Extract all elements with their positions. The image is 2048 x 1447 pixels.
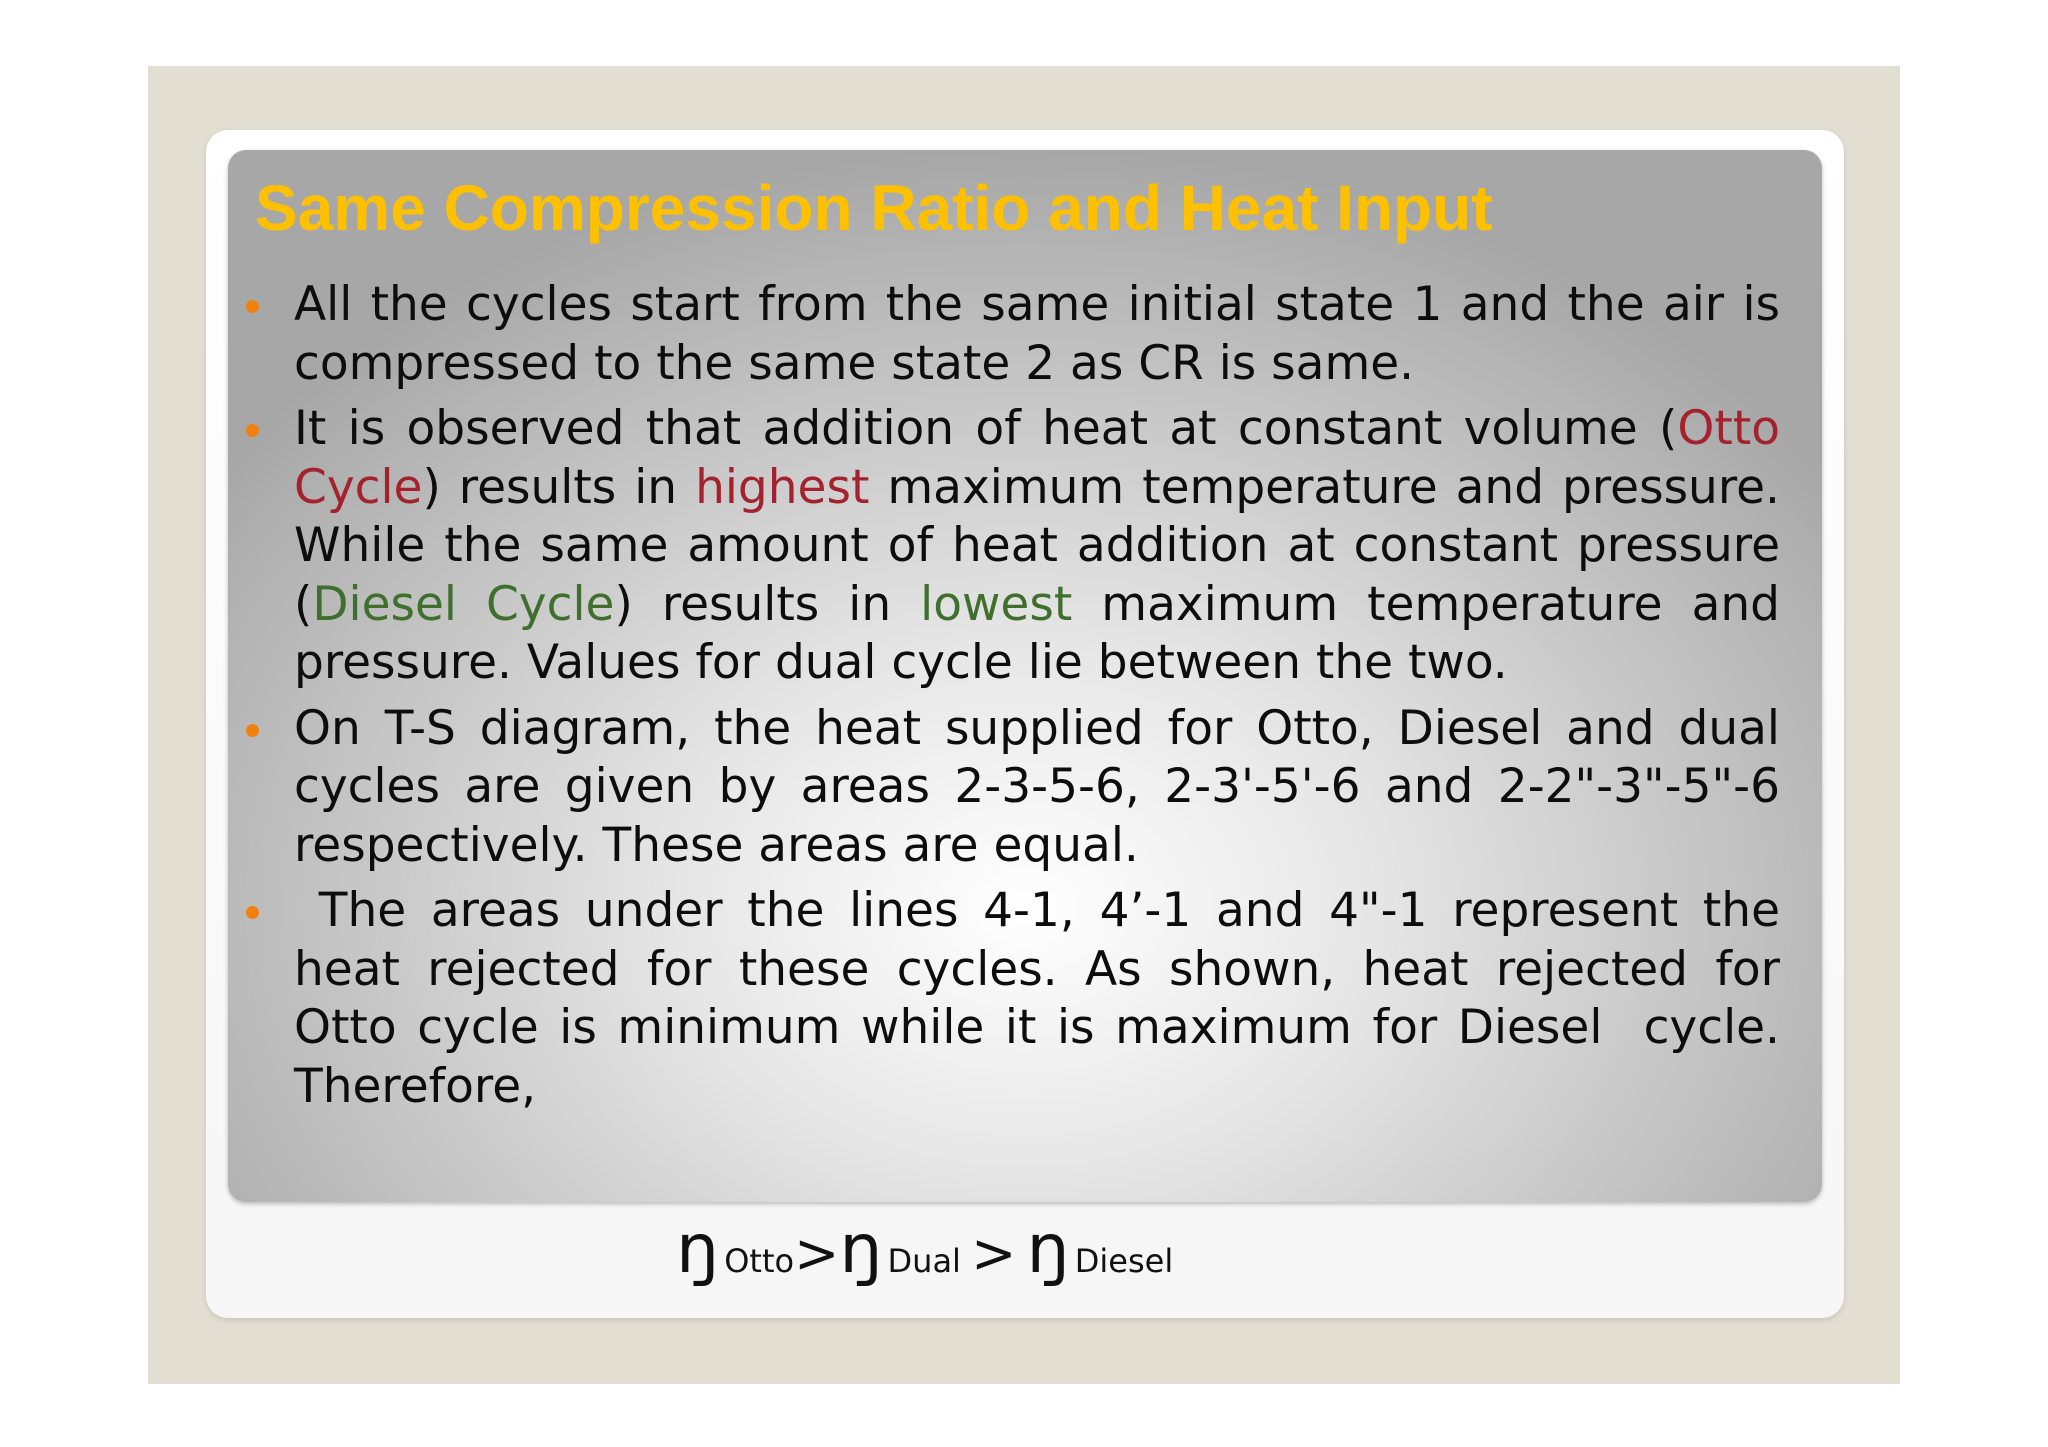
- greater-than-sign: >: [971, 1222, 1017, 1285]
- efficiency-comparison-formula: [676, 1210, 1173, 1290]
- bullet-text: The areas under the lines 4-1, 4’-1 and 4"-1 represent the heat rejected for these cycles. As shown, heat rejected for Otto cycle is minimum while it is maximum for Diesel cycle. Therefore,: [294, 883, 1795, 1114]
- bullet-marker: [246, 724, 259, 737]
- eta-symbol: ŋ: [1026, 1210, 1070, 1289]
- bullet-text: On T-S diagram, the heat supplied for Otto, Diesel and dual cycles are given by areas 2-3-5-6, 2-3'-5'-6 and 2-2"-3"-5"-6 respectively. These areas are equal.: [294, 700, 1780, 873]
- highlight-highest: highest: [695, 459, 870, 515]
- bullet-text: All the cycles start from the same initial state 1 and the air is compressed to the same state 2 as CR is same.: [294, 277, 1780, 391]
- eta-symbol: ŋ: [839, 1210, 883, 1289]
- highlight-lowest: lowest: [920, 576, 1073, 632]
- bullet-marker: [246, 906, 259, 919]
- highlight-otto-cycle: Otto Cycle: [294, 401, 1780, 515]
- bullet-item-3: [240, 700, 1780, 876]
- bullet-text-segment: maximum temperature and pressure. Values for dual cycle lie between the two.: [294, 576, 1781, 690]
- highlight-diesel-cycle: Diesel Cycle: [312, 576, 615, 632]
- bullet-text-segment: ) results in: [614, 576, 921, 632]
- bullet-list: [240, 276, 1795, 1123]
- bullet-marker: [246, 424, 259, 437]
- bullet-item-4: [240, 882, 1795, 1116]
- bullet-item-1: [240, 276, 1780, 393]
- bullet-item-2: [240, 400, 1780, 693]
- eta-symbol: ŋ: [676, 1210, 720, 1289]
- bullet-text-segment: maximum temperature and pressure. While the same amount of heat addition at constant pressure (: [294, 459, 1780, 632]
- bullet-marker: [246, 300, 259, 313]
- subscript-dual: Dual: [887, 1242, 961, 1280]
- greater-than-sign: >: [794, 1222, 840, 1285]
- bullet-text-segment: It is observed that addition of heat at constant volume (: [294, 401, 1678, 456]
- slide-title: Same Compression Ratio and Heat Input: [255, 172, 1493, 244]
- bullet-text-segment: ) results in: [422, 459, 696, 515]
- subscript-diesel: Diesel: [1074, 1242, 1174, 1280]
- subscript-otto: Otto: [724, 1242, 795, 1280]
